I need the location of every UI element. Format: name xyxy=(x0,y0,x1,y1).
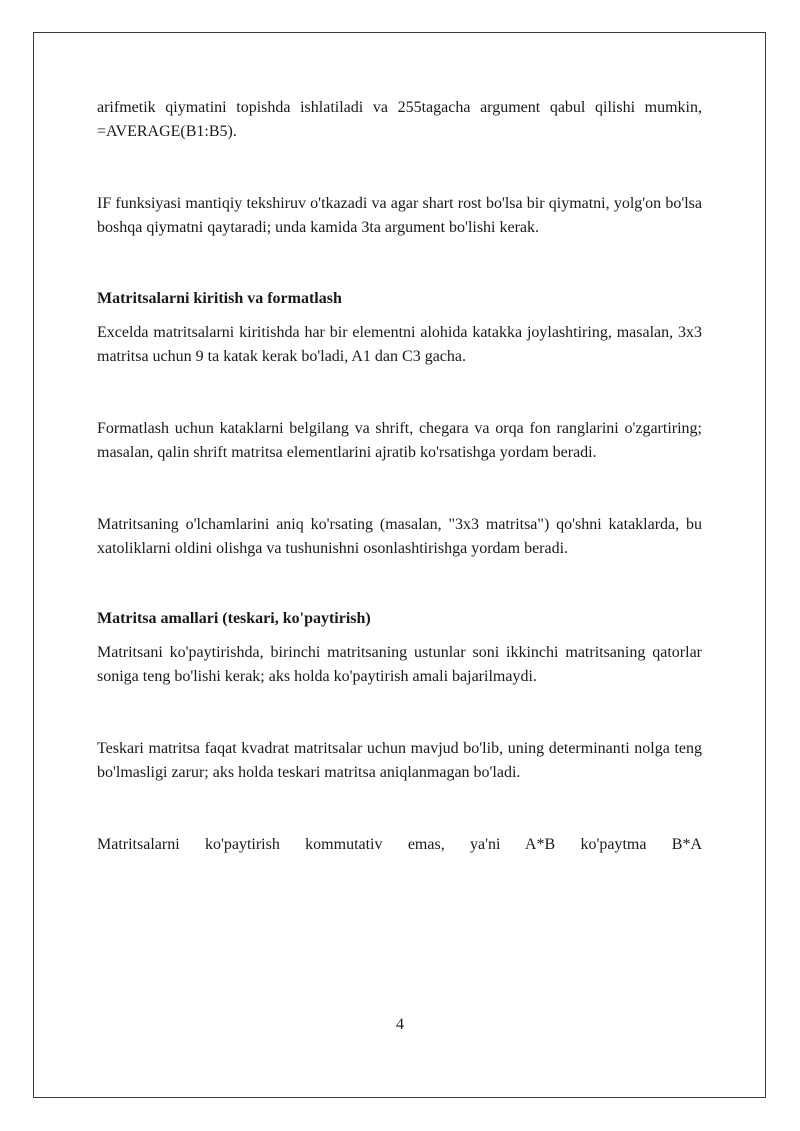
heading-matrix-operations: Matritsa amallari (teskari, ko'paytirish) xyxy=(97,610,371,627)
paragraph-formatting: Formatlash uchun kataklarni belgilang va shrift, chegara va orqa fon ranglarini o'zgartiring; masalan, qalin shrift matritsa elementlarini ajratib ko'rsatishga yordam beradi. xyxy=(97,420,702,461)
paragraph-inverse-matrix: Teskari matritsa faqat kvadrat matritsalar uchun mavjud bo'lib, uning determinanti nolga teng bo'lmasligi zarur; aks holda teskari matritsa aniqlanmagan bo'ladi. xyxy=(97,740,702,781)
paragraph-matrix-multiplication: Matritsani ko'paytirishda, birinchi matritsaning ustunlar soni ikkinchi matritsaning qatorlar soniga teng bo'lishi kerak; aks holda ko'paytirish amali bajarilmaydi. xyxy=(97,644,702,685)
paragraph-if-function: IF funksiyasi mantiqiy tekshiruv o'tkazadi va agar shart rost bo'lsa bir qiymatni, yolg'on bo'lsa boshqa qiymatni qaytaradi; unda kamida 3ta argument bo'lishi kerak. xyxy=(97,195,702,236)
page-number: 4 xyxy=(396,1016,404,1033)
paragraph-matrix-dimensions: Matritsaning o'lchamlarini aniq ko'rsating (masalan, "3x3 matritsa") qo'shni kataklarda, bu xatoliklarni oldini olishga va tushunishni osonlashtirishga yordam beradi. xyxy=(97,516,702,557)
paragraph-commutativity: Matritsalarni ko'paytirish kommutativ emas, ya'ni A*B ko'paytma B*A xyxy=(97,836,702,853)
document-body xyxy=(97,96,702,857)
paragraph-matrix-input: Excelda matritsalarni kiritishda har bir elementni alohida katakka joylashtiring, masalan, 3x3 matritsa uchun 9 ta katak kerak bo'ladi, A1 dan C3 gacha. xyxy=(97,324,702,365)
paragraph-average-function: arifmetik qiymatini topishda ishlatiladi va 255tagacha argument qabul qilishi mumkin, =AVERAGE(B1:B5). xyxy=(97,99,702,140)
heading-matrix-input: Matritsalarni kiritish va formatlash xyxy=(97,290,342,307)
